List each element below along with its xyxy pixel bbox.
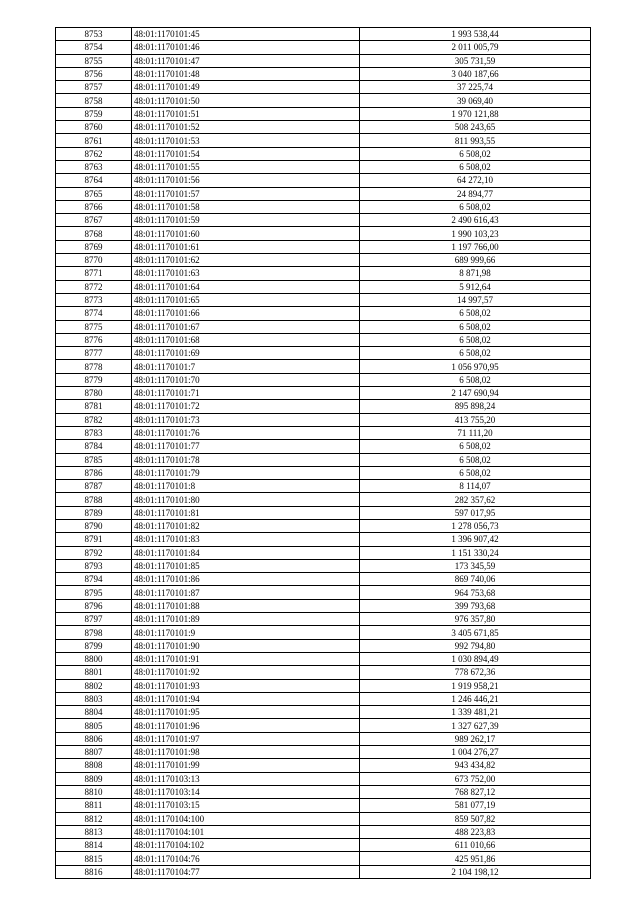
table-row bbox=[56, 785, 591, 798]
row-number-cell: 8773 bbox=[56, 293, 132, 306]
row-number-cell: 8779 bbox=[56, 373, 132, 386]
cadastral-number-cell: 48:01:1170101:65 bbox=[132, 293, 360, 306]
row-number-cell: 8783 bbox=[56, 426, 132, 439]
table-row bbox=[56, 493, 591, 506]
cadastral-number-cell: 48:01:1170103:15 bbox=[132, 799, 360, 812]
cadastral-number-cell: 48:01:1170101:85 bbox=[132, 559, 360, 572]
row-number-cell: 8769 bbox=[56, 240, 132, 253]
cadastral-value-cell: 778 672,36 bbox=[360, 666, 591, 679]
cadastral-number-cell: 48:01:1170101:71 bbox=[132, 387, 360, 400]
cadastral-value-cell: 8 871,98 bbox=[360, 267, 591, 280]
row-number-cell: 8770 bbox=[56, 254, 132, 267]
cadastral-value-cell: 1 396 907,42 bbox=[360, 533, 591, 546]
row-number-cell: 8767 bbox=[56, 214, 132, 227]
cadastral-value-cell: 989 262,17 bbox=[360, 732, 591, 745]
cadastral-value-cell: 6 508,02 bbox=[360, 320, 591, 333]
cadastral-number-cell: 48:01:1170101:88 bbox=[132, 599, 360, 612]
row-number-cell: 8777 bbox=[56, 347, 132, 360]
row-number-cell: 8761 bbox=[56, 134, 132, 147]
table-row bbox=[56, 559, 591, 572]
cadastral-value-cell: 2 104 198,12 bbox=[360, 865, 591, 878]
cadastral-number-cell: 48:01:1170101:55 bbox=[132, 160, 360, 173]
cadastral-number-cell: 48:01:1170101:47 bbox=[132, 54, 360, 67]
table-row bbox=[56, 293, 591, 306]
cadastral-number-cell: 48:01:1170101:96 bbox=[132, 719, 360, 732]
cadastral-number-cell: 48:01:1170101:45 bbox=[132, 28, 360, 41]
cadastral-value-cell: 173 345,59 bbox=[360, 559, 591, 572]
row-number-cell: 8760 bbox=[56, 121, 132, 134]
table-row bbox=[56, 865, 591, 878]
cadastral-value-cell: 1 278 056,73 bbox=[360, 519, 591, 532]
cadastral-number-cell: 48:01:1170101:72 bbox=[132, 400, 360, 413]
cadastral-number-cell: 48:01:1170101:87 bbox=[132, 586, 360, 599]
table-row bbox=[56, 719, 591, 732]
row-number-cell: 8807 bbox=[56, 746, 132, 759]
cadastral-number-cell: 48:01:1170103:14 bbox=[132, 785, 360, 798]
cadastral-number-cell: 48:01:1170101:97 bbox=[132, 732, 360, 745]
table-row bbox=[56, 666, 591, 679]
cadastral-number-cell: 48:01:1170101:49 bbox=[132, 81, 360, 94]
table-row bbox=[56, 413, 591, 426]
cadastral-number-cell: 48:01:1170101:78 bbox=[132, 453, 360, 466]
cadastral-value-cell: 943 434,82 bbox=[360, 759, 591, 772]
cadastral-value-cell: 976 357,80 bbox=[360, 613, 591, 626]
table-row bbox=[56, 480, 591, 493]
cadastral-number-cell: 48:01:1170104:101 bbox=[132, 825, 360, 838]
table-row bbox=[56, 67, 591, 80]
cadastral-number-cell: 48:01:1170101:54 bbox=[132, 147, 360, 160]
row-number-cell: 8797 bbox=[56, 613, 132, 626]
cadastral-value-cell: 2 490 616,43 bbox=[360, 214, 591, 227]
row-number-cell: 8795 bbox=[56, 586, 132, 599]
row-number-cell: 8815 bbox=[56, 852, 132, 865]
cadastral-value-cell: 6 508,02 bbox=[360, 440, 591, 453]
cadastral-value-cell: 1 339 481,21 bbox=[360, 706, 591, 719]
row-number-cell: 8772 bbox=[56, 280, 132, 293]
cadastral-number-cell: 48:01:1170101:8 bbox=[132, 480, 360, 493]
row-number-cell: 8775 bbox=[56, 320, 132, 333]
table-row bbox=[56, 746, 591, 759]
row-number-cell: 8766 bbox=[56, 200, 132, 213]
table-row bbox=[56, 759, 591, 772]
row-number-cell: 8782 bbox=[56, 413, 132, 426]
row-number-cell: 8808 bbox=[56, 759, 132, 772]
cadastral-number-cell: 48:01:1170101:50 bbox=[132, 94, 360, 107]
cadastral-number-cell: 48:01:1170101:95 bbox=[132, 706, 360, 719]
row-number-cell: 8763 bbox=[56, 160, 132, 173]
cadastral-value-cell: 305 731,59 bbox=[360, 54, 591, 67]
cadastral-value-cell: 6 508,02 bbox=[360, 333, 591, 346]
cadastral-value-cell: 859 507,82 bbox=[360, 812, 591, 825]
table-row bbox=[56, 679, 591, 692]
table-row bbox=[56, 519, 591, 532]
row-number-cell: 8765 bbox=[56, 187, 132, 200]
table-row bbox=[56, 772, 591, 785]
table-row bbox=[56, 160, 591, 173]
row-number-cell: 8771 bbox=[56, 267, 132, 280]
cadastral-value-cell: 6 508,02 bbox=[360, 453, 591, 466]
row-number-cell: 8796 bbox=[56, 599, 132, 612]
row-number-cell: 8781 bbox=[56, 400, 132, 413]
cadastral-number-cell: 48:01:1170101:59 bbox=[132, 214, 360, 227]
table-row bbox=[56, 54, 591, 67]
cadastral-number-cell: 48:01:1170101:64 bbox=[132, 280, 360, 293]
cadastral-number-cell: 48:01:1170101:61 bbox=[132, 240, 360, 253]
table-row bbox=[56, 706, 591, 719]
cadastral-number-cell: 48:01:1170101:48 bbox=[132, 67, 360, 80]
table-row bbox=[56, 333, 591, 346]
cadastral-number-cell: 48:01:1170101:57 bbox=[132, 187, 360, 200]
cadastral-value-cell: 581 077,19 bbox=[360, 799, 591, 812]
row-number-cell: 8784 bbox=[56, 440, 132, 453]
table-row bbox=[56, 240, 591, 253]
row-number-cell: 8798 bbox=[56, 626, 132, 639]
cadastral-number-cell: 48:01:1170101:63 bbox=[132, 267, 360, 280]
table-row bbox=[56, 280, 591, 293]
cadastral-number-cell: 48:01:1170101:56 bbox=[132, 174, 360, 187]
row-number-cell: 8801 bbox=[56, 666, 132, 679]
row-number-cell: 8764 bbox=[56, 174, 132, 187]
cadastral-value-cell: 1 197 766,00 bbox=[360, 240, 591, 253]
table-row bbox=[56, 852, 591, 865]
cadastral-value-cell: 64 272,10 bbox=[360, 174, 591, 187]
cadastral-value-cell: 1 151 330,24 bbox=[360, 546, 591, 559]
row-number-cell: 8788 bbox=[56, 493, 132, 506]
cadastral-number-cell: 48:01:1170101:52 bbox=[132, 121, 360, 134]
cadastral-number-cell: 48:01:1170101:81 bbox=[132, 506, 360, 519]
cadastral-number-cell: 48:01:1170101:62 bbox=[132, 254, 360, 267]
row-number-cell: 8768 bbox=[56, 227, 132, 240]
cadastral-number-cell: 48:01:1170101:9 bbox=[132, 626, 360, 639]
cadastral-value-cell: 14 997,57 bbox=[360, 293, 591, 306]
cadastral-value-cell: 2 147 690,94 bbox=[360, 387, 591, 400]
table-row bbox=[56, 267, 591, 280]
cadastral-value-cell: 768 827,12 bbox=[360, 785, 591, 798]
cadastral-value-cell: 413 755,20 bbox=[360, 413, 591, 426]
cadastral-number-cell: 48:01:1170101:90 bbox=[132, 639, 360, 652]
table-row bbox=[56, 692, 591, 705]
cadastral-value-cell: 597 017,95 bbox=[360, 506, 591, 519]
table-row bbox=[56, 347, 591, 360]
cadastral-value-cell: 811 993,55 bbox=[360, 134, 591, 147]
cadastral-value-cell: 37 225,74 bbox=[360, 81, 591, 94]
cadastral-value-cell: 2 011 005,79 bbox=[360, 41, 591, 54]
row-number-cell: 8811 bbox=[56, 799, 132, 812]
row-number-cell: 8814 bbox=[56, 839, 132, 852]
table-row bbox=[56, 121, 591, 134]
cadastral-value-cell: 399 793,68 bbox=[360, 599, 591, 612]
cadastral-value-cell: 508 243,65 bbox=[360, 121, 591, 134]
table-body bbox=[56, 28, 591, 879]
table-row bbox=[56, 533, 591, 546]
cadastral-number-cell: 48:01:1170101:51 bbox=[132, 107, 360, 120]
table-row bbox=[56, 147, 591, 160]
row-number-cell: 8786 bbox=[56, 466, 132, 479]
cadastral-number-cell: 48:01:1170104:76 bbox=[132, 852, 360, 865]
cadastral-value-cell: 282 357,62 bbox=[360, 493, 591, 506]
cadastral-value-cell: 1 990 103,23 bbox=[360, 227, 591, 240]
row-number-cell: 8774 bbox=[56, 307, 132, 320]
table-row bbox=[56, 400, 591, 413]
cadastral-value-cell: 488 223,83 bbox=[360, 825, 591, 838]
row-number-cell: 8794 bbox=[56, 573, 132, 586]
cadastral-value-cell: 1 993 538,44 bbox=[360, 28, 591, 41]
row-number-cell: 8800 bbox=[56, 652, 132, 665]
table-row bbox=[56, 174, 591, 187]
row-number-cell: 8803 bbox=[56, 692, 132, 705]
table-row bbox=[56, 387, 591, 400]
cadastral-value-cell: 1 327 627,39 bbox=[360, 719, 591, 732]
cadastral-number-cell: 48:01:1170101:89 bbox=[132, 613, 360, 626]
table-row bbox=[56, 320, 591, 333]
cadastral-number-cell: 48:01:1170101:94 bbox=[132, 692, 360, 705]
table-row bbox=[56, 41, 591, 54]
cadastral-number-cell: 48:01:1170101:80 bbox=[132, 493, 360, 506]
cadastral-value-cell: 6 508,02 bbox=[360, 160, 591, 173]
cadastral-value-cell: 611 010,66 bbox=[360, 839, 591, 852]
row-number-cell: 8755 bbox=[56, 54, 132, 67]
row-number-cell: 8762 bbox=[56, 147, 132, 160]
cadastral-number-cell: 48:01:1170101:98 bbox=[132, 746, 360, 759]
cadastral-value-cell: 24 894,77 bbox=[360, 187, 591, 200]
cadastral-number-cell: 48:01:1170104:100 bbox=[132, 812, 360, 825]
table-row bbox=[56, 214, 591, 227]
cadastral-number-cell: 48:01:1170101:67 bbox=[132, 320, 360, 333]
table-row bbox=[56, 639, 591, 652]
table-row bbox=[56, 546, 591, 559]
cadastral-value-cell: 689 999,66 bbox=[360, 254, 591, 267]
cadastral-number-cell: 48:01:1170101:82 bbox=[132, 519, 360, 532]
table-row bbox=[56, 360, 591, 373]
cadastral-number-cell: 48:01:1170101:73 bbox=[132, 413, 360, 426]
row-number-cell: 8802 bbox=[56, 679, 132, 692]
cadastral-number-cell: 48:01:1170104:102 bbox=[132, 839, 360, 852]
cadastral-number-cell: 48:01:1170101:91 bbox=[132, 652, 360, 665]
table-row bbox=[56, 81, 591, 94]
cadastral-number-cell: 48:01:1170101:76 bbox=[132, 426, 360, 439]
cadastral-number-cell: 48:01:1170101:46 bbox=[132, 41, 360, 54]
cadastral-value-cell: 3 405 671,85 bbox=[360, 626, 591, 639]
cadastral-value-cell: 6 508,02 bbox=[360, 200, 591, 213]
table-row bbox=[56, 254, 591, 267]
table-row bbox=[56, 134, 591, 147]
table-row bbox=[56, 94, 591, 107]
cadastral-value-cell: 1 970 121,88 bbox=[360, 107, 591, 120]
row-number-cell: 8805 bbox=[56, 719, 132, 732]
cadastral-number-cell: 48:01:1170101:99 bbox=[132, 759, 360, 772]
table-row bbox=[56, 440, 591, 453]
cadastral-value-cell: 6 508,02 bbox=[360, 307, 591, 320]
row-number-cell: 8813 bbox=[56, 825, 132, 838]
cadastral-value-cell: 1 056 970,95 bbox=[360, 360, 591, 373]
row-number-cell: 8753 bbox=[56, 28, 132, 41]
row-number-cell: 8758 bbox=[56, 94, 132, 107]
cadastral-value-cell: 425 951,86 bbox=[360, 852, 591, 865]
cadastral-number-cell: 48:01:1170101:77 bbox=[132, 440, 360, 453]
row-number-cell: 8812 bbox=[56, 812, 132, 825]
cadastral-value-cell: 5 912,64 bbox=[360, 280, 591, 293]
cadastral-number-cell: 48:01:1170101:79 bbox=[132, 466, 360, 479]
row-number-cell: 8809 bbox=[56, 772, 132, 785]
table-row bbox=[56, 373, 591, 386]
cadastral-number-cell: 48:01:1170104:77 bbox=[132, 865, 360, 878]
row-number-cell: 8790 bbox=[56, 519, 132, 532]
row-number-cell: 8810 bbox=[56, 785, 132, 798]
cadastral-value-cell: 869 740,06 bbox=[360, 573, 591, 586]
cadastral-value-cell: 6 508,02 bbox=[360, 373, 591, 386]
cadastral-number-cell: 48:01:1170101:93 bbox=[132, 679, 360, 692]
row-number-cell: 8756 bbox=[56, 67, 132, 80]
table-row bbox=[56, 626, 591, 639]
table-row bbox=[56, 652, 591, 665]
table-row bbox=[56, 307, 591, 320]
cadastral-value-cell: 1 030 894,49 bbox=[360, 652, 591, 665]
table-row bbox=[56, 453, 591, 466]
cadastral-number-cell: 48:01:1170101:7 bbox=[132, 360, 360, 373]
row-number-cell: 8757 bbox=[56, 81, 132, 94]
row-number-cell: 8793 bbox=[56, 559, 132, 572]
row-number-cell: 8776 bbox=[56, 333, 132, 346]
cadastral-value-cell: 1 246 446,21 bbox=[360, 692, 591, 705]
row-number-cell: 8789 bbox=[56, 506, 132, 519]
cadastral-number-cell: 48:01:1170101:86 bbox=[132, 573, 360, 586]
cadastral-number-cell: 48:01:1170101:58 bbox=[132, 200, 360, 213]
table-row bbox=[56, 107, 591, 120]
table-row bbox=[56, 599, 591, 612]
table-row bbox=[56, 187, 591, 200]
row-number-cell: 8787 bbox=[56, 480, 132, 493]
cadastral-value-cell: 1 004 276,27 bbox=[360, 746, 591, 759]
cadastral-value-cell: 39 069,40 bbox=[360, 94, 591, 107]
cadastral-value-table bbox=[55, 27, 591, 879]
cadastral-value-cell: 964 753,68 bbox=[360, 586, 591, 599]
table-row bbox=[56, 227, 591, 240]
row-number-cell: 8816 bbox=[56, 865, 132, 878]
row-number-cell: 8780 bbox=[56, 387, 132, 400]
cadastral-number-cell: 48:01:1170101:70 bbox=[132, 373, 360, 386]
table-row bbox=[56, 825, 591, 838]
cadastral-number-cell: 48:01:1170101:53 bbox=[132, 134, 360, 147]
cadastral-value-cell: 992 794,80 bbox=[360, 639, 591, 652]
cadastral-value-cell: 673 752,00 bbox=[360, 772, 591, 785]
cadastral-number-cell: 48:01:1170101:92 bbox=[132, 666, 360, 679]
table-row bbox=[56, 812, 591, 825]
row-number-cell: 8792 bbox=[56, 546, 132, 559]
row-number-cell: 8759 bbox=[56, 107, 132, 120]
cadastral-number-cell: 48:01:1170101:83 bbox=[132, 533, 360, 546]
row-number-cell: 8804 bbox=[56, 706, 132, 719]
cadastral-number-cell: 48:01:1170101:66 bbox=[132, 307, 360, 320]
table-row bbox=[56, 426, 591, 439]
table-row bbox=[56, 613, 591, 626]
row-number-cell: 8754 bbox=[56, 41, 132, 54]
table-row bbox=[56, 200, 591, 213]
cadastral-value-cell: 3 040 187,66 bbox=[360, 67, 591, 80]
row-number-cell: 8806 bbox=[56, 732, 132, 745]
table-row bbox=[56, 732, 591, 745]
cadastral-value-cell: 6 508,02 bbox=[360, 466, 591, 479]
cadastral-number-cell: 48:01:1170101:84 bbox=[132, 546, 360, 559]
cadastral-number-cell: 48:01:1170101:69 bbox=[132, 347, 360, 360]
table-row bbox=[56, 586, 591, 599]
row-number-cell: 8785 bbox=[56, 453, 132, 466]
table-row bbox=[56, 28, 591, 41]
cadastral-value-cell: 71 111,20 bbox=[360, 426, 591, 439]
table-row bbox=[56, 573, 591, 586]
row-number-cell: 8778 bbox=[56, 360, 132, 373]
table-row bbox=[56, 799, 591, 812]
cadastral-number-cell: 48:01:1170101:68 bbox=[132, 333, 360, 346]
cadastral-value-cell: 8 114,07 bbox=[360, 480, 591, 493]
cadastral-number-cell: 48:01:1170103:13 bbox=[132, 772, 360, 785]
table-row bbox=[56, 506, 591, 519]
row-number-cell: 8791 bbox=[56, 533, 132, 546]
table-row bbox=[56, 839, 591, 852]
cadastral-value-cell: 6 508,02 bbox=[360, 347, 591, 360]
cadastral-number-cell: 48:01:1170101:60 bbox=[132, 227, 360, 240]
cadastral-value-cell: 6 508,02 bbox=[360, 147, 591, 160]
row-number-cell: 8799 bbox=[56, 639, 132, 652]
table-row bbox=[56, 466, 591, 479]
cadastral-value-cell: 895 898,24 bbox=[360, 400, 591, 413]
cadastral-value-cell: 1 919 958,21 bbox=[360, 679, 591, 692]
